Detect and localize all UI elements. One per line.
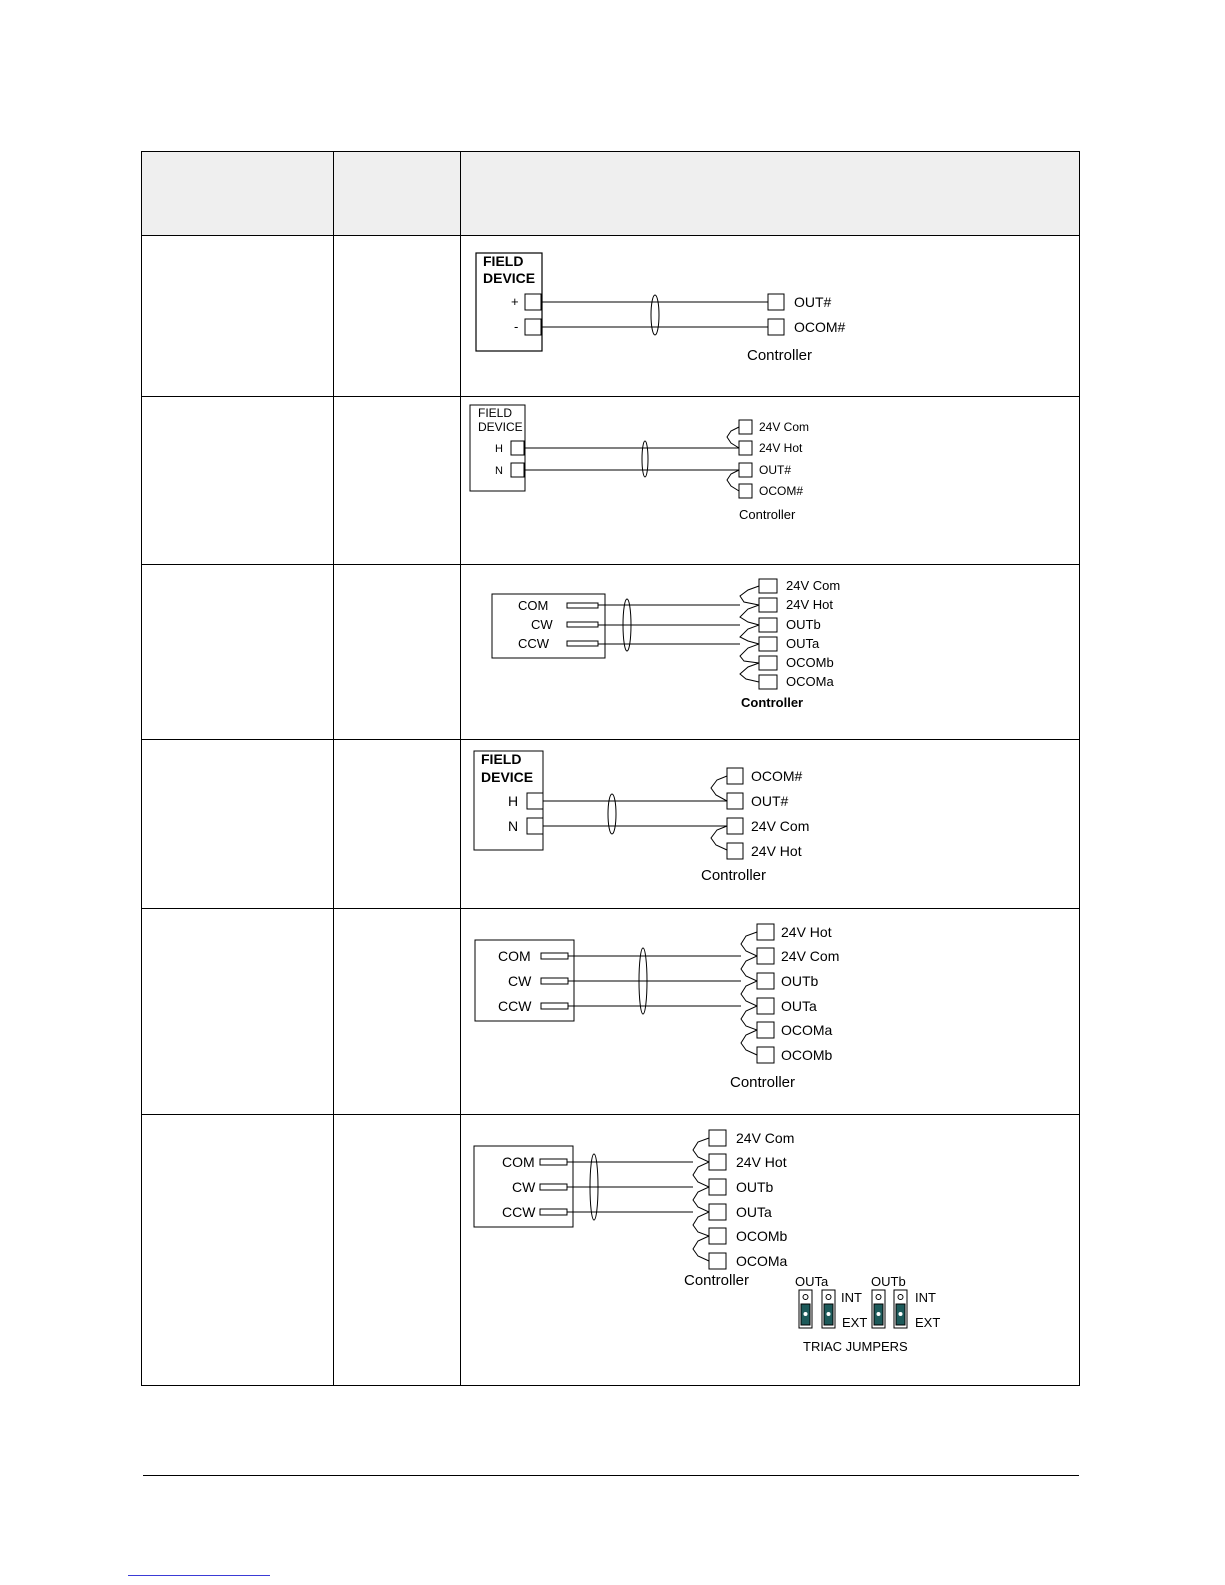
jumper-ext-label-a: EXT: [842, 1315, 868, 1330]
terminal-label: OCOM#: [759, 484, 804, 498]
terminal-label: OCOMa: [781, 1022, 833, 1038]
terminal-label: 24V Com: [781, 948, 840, 964]
table-row: [142, 397, 1080, 565]
table-row: [142, 565, 1080, 740]
jumper-outa-2: [822, 1290, 835, 1328]
controller-terminal: [757, 924, 774, 940]
pin-connector: [541, 1003, 568, 1009]
pin-connector: [540, 1184, 567, 1190]
row3-diagram-cell: [461, 565, 1080, 740]
controller-terminal: [759, 579, 777, 593]
row5-col1: [142, 909, 334, 1115]
pin-label: COM: [518, 598, 549, 613]
controller-terminal: [727, 818, 743, 834]
wiring-diagram-6: [461, 1115, 1080, 1385]
terminal-label: 24V Com: [736, 1130, 795, 1146]
pin-connector: [567, 641, 598, 646]
controller-terminal: [757, 1022, 774, 1038]
field-device-label-2: DEVICE: [478, 420, 523, 434]
terminal-label: 24V Com: [759, 420, 810, 434]
row5-diagram-cell: [461, 909, 1080, 1115]
row3-col2: [334, 565, 461, 740]
footer-link-underline: [128, 1575, 270, 1576]
wiring-diagram-4: [461, 740, 1080, 908]
pin-label-h: H: [495, 443, 503, 455]
controller-label: Controller: [741, 695, 804, 710]
row1-col1: [142, 236, 334, 397]
pin-label-n: N: [495, 465, 503, 477]
controller-terminal: [739, 463, 752, 477]
wire-fan-lower: [727, 470, 739, 491]
controller-terminal: [739, 441, 752, 455]
pin-connector: [567, 622, 598, 627]
row5-col2: [334, 909, 461, 1115]
header-cell-3: [461, 152, 1080, 236]
jumper-group-label-a: OUTa: [795, 1274, 829, 1289]
terminal-label: 24V Hot: [759, 441, 803, 455]
wire-fan: [740, 586, 759, 682]
table-header-row: [142, 152, 1080, 236]
controller-label: Controller: [730, 1074, 796, 1091]
row2-diagram-cell: [461, 397, 1080, 565]
row6-col1: [142, 1115, 334, 1386]
pin-connector: [541, 953, 568, 959]
controller-terminal: [727, 793, 743, 809]
wire-fan-upper: [711, 776, 727, 801]
pin-terminal: [527, 818, 543, 834]
controller-terminal: [759, 675, 777, 689]
controller-terminal: [757, 1047, 774, 1063]
pin-label-minus: -: [514, 319, 519, 334]
triac-jumpers-title: TRIAC JUMPERS: [803, 1339, 908, 1354]
controller-terminal: [709, 1179, 726, 1195]
controller-terminal: [768, 319, 784, 335]
controller-terminal: [727, 768, 743, 784]
terminal-label: OCOMb: [786, 655, 834, 670]
jumper-ext-label-b: EXT: [915, 1315, 941, 1330]
terminal-label: 24V Hot: [786, 597, 833, 612]
pin-label: CCW: [498, 998, 532, 1014]
terminal-label: OUTb: [736, 1179, 774, 1195]
controller-terminal: [768, 294, 784, 310]
pin-label: CCW: [518, 636, 550, 651]
field-device-label-1: FIELD: [483, 253, 524, 269]
terminal-label: 24V Com: [751, 818, 810, 834]
terminal-label: OUT#: [759, 463, 792, 477]
field-device-label-1: FIELD: [481, 751, 522, 767]
terminal-label: OCOMa: [786, 674, 834, 689]
jumper-group-label-b: OUTb: [871, 1274, 906, 1289]
row1-diagram-cell: [461, 236, 1080, 397]
pin-label: COM: [502, 1154, 535, 1170]
pin-connector: [567, 603, 598, 608]
jumper-outb-2: [894, 1290, 907, 1328]
cable-bundle: [608, 794, 616, 834]
cable-bundle: [651, 295, 659, 335]
row4-col1: [142, 740, 334, 909]
pin-label: CCW: [502, 1204, 536, 1220]
terminal-label: 24V Com: [786, 578, 841, 593]
pin-label: CW: [508, 973, 532, 989]
controller-terminal: [757, 948, 774, 964]
controller-terminal: [757, 973, 774, 989]
header-cell-1: [142, 152, 334, 236]
footer-rule: [143, 1475, 1079, 1476]
controller-terminal: [739, 420, 752, 434]
terminal-label: OUTa: [786, 636, 820, 651]
header-cell-2: [334, 152, 461, 236]
row1-col2: [334, 236, 461, 397]
pin-terminal: [525, 294, 541, 310]
jumper-int-label-b: INT: [915, 1290, 936, 1305]
pin-terminal: [525, 319, 541, 335]
terminal-label: 24V Hot: [736, 1154, 787, 1170]
row3-col1: [142, 565, 334, 740]
terminal-label: 24V Hot: [781, 924, 832, 940]
row2-col2: [334, 397, 461, 565]
wire-fan: [741, 932, 757, 1055]
field-device-label-2: DEVICE: [483, 270, 536, 286]
pin-label-n: N: [508, 818, 519, 834]
field-device-label-1: FIELD: [478, 406, 513, 420]
controller-terminal: [759, 656, 777, 670]
wire-fan-lower: [711, 826, 727, 850]
terminal-label: OCOM#: [794, 319, 846, 335]
row6-diagram-cell: [461, 1115, 1080, 1386]
table-row: [142, 236, 1080, 397]
pin-label: CW: [512, 1179, 536, 1195]
wire-fan: [693, 1138, 709, 1261]
controller-terminal: [757, 998, 774, 1014]
terminal-label: OUTb: [781, 973, 819, 989]
controller-label: Controller: [747, 347, 813, 364]
row4-col2: [334, 740, 461, 909]
wiring-diagram-2: [461, 397, 1080, 564]
terminal-label: OUTa: [781, 998, 817, 1014]
controller-label: Controller: [701, 867, 767, 884]
wire-fan-upper: [727, 427, 739, 448]
controller-terminal: [759, 618, 777, 632]
terminal-label: OUTb: [786, 617, 821, 632]
pin-terminal: [527, 793, 543, 809]
terminal-label: OUTa: [736, 1204, 772, 1220]
table-row: [142, 909, 1080, 1115]
row2-col1: [142, 397, 334, 565]
terminal-label: OCOMa: [736, 1253, 788, 1269]
pin-terminal: [511, 463, 524, 477]
controller-label: Controller: [739, 507, 796, 522]
controller-terminal: [709, 1228, 726, 1244]
row4-diagram-cell: [461, 740, 1080, 909]
jumper-int-label-a: INT: [841, 1290, 862, 1305]
controller-terminal: [709, 1204, 726, 1220]
pin-connector: [540, 1209, 567, 1215]
controller-terminal: [759, 637, 777, 651]
wiring-diagram-5: [461, 909, 1080, 1114]
pin-terminal: [511, 441, 524, 455]
table-row: [142, 740, 1080, 909]
jumper-outb-1: [872, 1290, 885, 1328]
table-row: [142, 1115, 1080, 1386]
controller-terminal: [709, 1154, 726, 1170]
controller-terminal: [709, 1130, 726, 1146]
pin-connector: [541, 978, 568, 984]
terminal-label: OUT#: [751, 793, 789, 809]
pin-connector: [540, 1159, 567, 1165]
terminal-label: OCOM#: [751, 768, 803, 784]
controller-terminal: [759, 598, 777, 612]
jumper-outa-1: [799, 1290, 812, 1328]
terminal-label: OUT#: [794, 294, 832, 310]
pin-label: COM: [498, 948, 531, 964]
cable-bundle: [642, 441, 648, 477]
controller-terminal: [739, 484, 752, 498]
pin-label-h: H: [508, 793, 519, 809]
pin-label: CW: [531, 617, 553, 632]
wiring-table: [141, 151, 1080, 1386]
field-device-label-2: DEVICE: [481, 769, 534, 785]
pin-label-plus: +: [511, 294, 519, 309]
row6-col2: [334, 1115, 461, 1386]
controller-label: Controller: [684, 1272, 750, 1289]
controller-terminal: [727, 843, 743, 859]
terminal-label: OCOMb: [781, 1047, 833, 1063]
wiring-diagram-3: [461, 565, 1080, 739]
wiring-diagram-1: [461, 236, 1080, 396]
terminal-label: 24V Hot: [751, 843, 802, 859]
controller-terminal: [709, 1253, 726, 1269]
terminal-label: OCOMb: [736, 1228, 788, 1244]
